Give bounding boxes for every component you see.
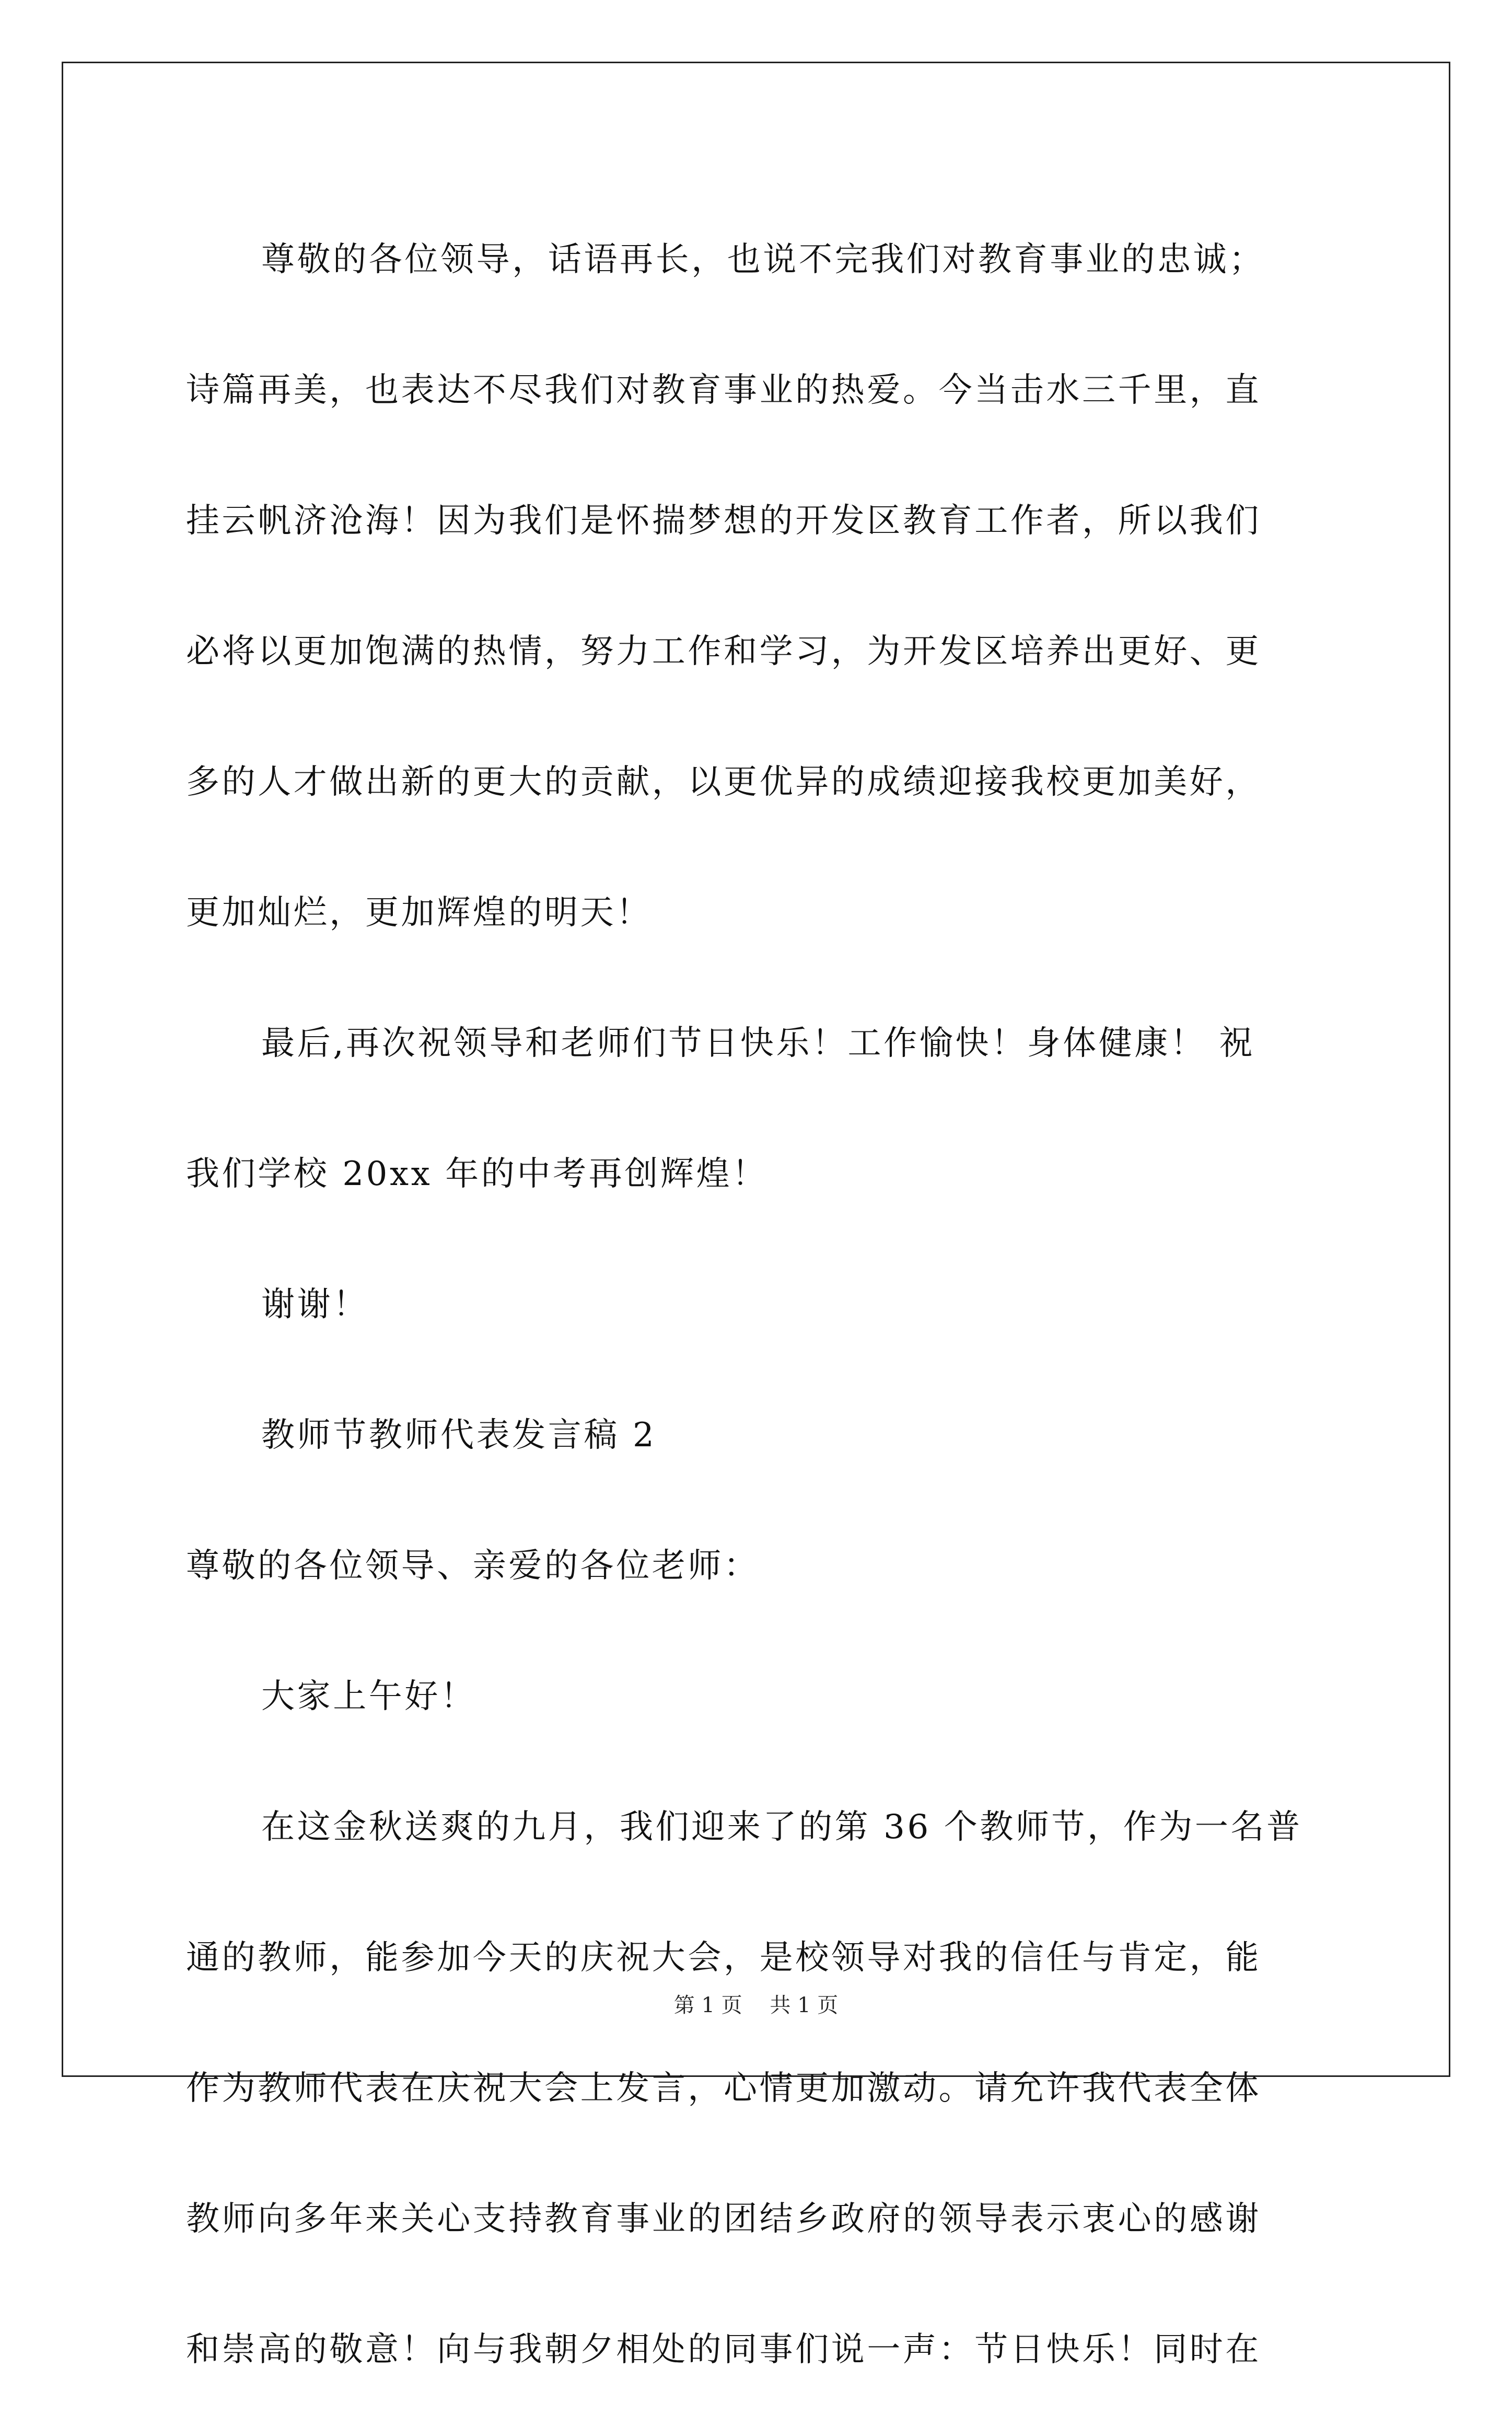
paragraph xyxy=(186,194,1327,978)
text-line: 更加灿烂，更加辉煌的明天！ xyxy=(186,893,652,932)
text-line: 多的人才做出新的更大的贡献，以更优异的成绩迎接我校更加美好， xyxy=(186,763,1261,802)
paragraph xyxy=(186,1631,1327,1762)
text-line: 作为教师代表在庆祝大会上发言，心情更加激动。请允许我代表全体 xyxy=(186,2069,1261,2108)
text-line: 教师向多年来关心支持教育事业的团结乡政府的领导表示衷心的感谢 xyxy=(186,2200,1261,2238)
text-line: 我们学校 20xx 年的中考再创辉煌！ xyxy=(186,1155,768,1193)
paragraph xyxy=(186,978,1327,1239)
text-line: 尊敬的各位领导、亲爱的各位老师： xyxy=(186,1547,760,1585)
text-line: 在这金秋送爽的九月，我们迎来了的第 36 个教师节，作为一名普 xyxy=(261,1808,1302,1847)
text-line: 教师节教师代表发言稿 2 xyxy=(261,1416,657,1455)
page-total: 共 1 页 xyxy=(770,1993,839,2017)
paragraph xyxy=(186,1370,1327,1501)
text-line: 大家上午好！ xyxy=(261,1677,476,1716)
paragraph xyxy=(186,1501,1327,1631)
page-footer xyxy=(0,1990,1512,2021)
text-line: 最后,再次祝领导和老师们节日快乐！工作愉快！身体健康！ 祝 xyxy=(261,1024,1255,1063)
text-line: 和崇高的敬意！向与我朝夕相处的同事们说一声：节日快乐！同时在 xyxy=(186,2330,1261,2369)
paragraph xyxy=(186,1762,1327,2415)
text-line: 谢谢！ xyxy=(261,1285,369,1324)
text-line: 通的教师，能参加今天的庆祝大会，是校领导对我的信任与肯定，能 xyxy=(186,1938,1261,1977)
page-number: 第 1 页 xyxy=(673,1993,742,2017)
paragraph xyxy=(186,1239,1327,1370)
text-line: 尊敬的各位领导，话语再长，也说不完我们对教育事业的忠诚； xyxy=(261,240,1265,279)
text-line: 挂云帆济沧海！因为我们是怀揣梦想的开发区教育工作者，所以我们 xyxy=(186,502,1261,540)
text-line: 必将以更加饱满的热情，努力工作和学习，为开发区培养出更好、更 xyxy=(186,632,1261,671)
document-body xyxy=(186,194,1327,2415)
text-line: 诗篇再美，也表达不尽我们对教育事业的热爱。今当击水三千里，直 xyxy=(186,371,1261,410)
